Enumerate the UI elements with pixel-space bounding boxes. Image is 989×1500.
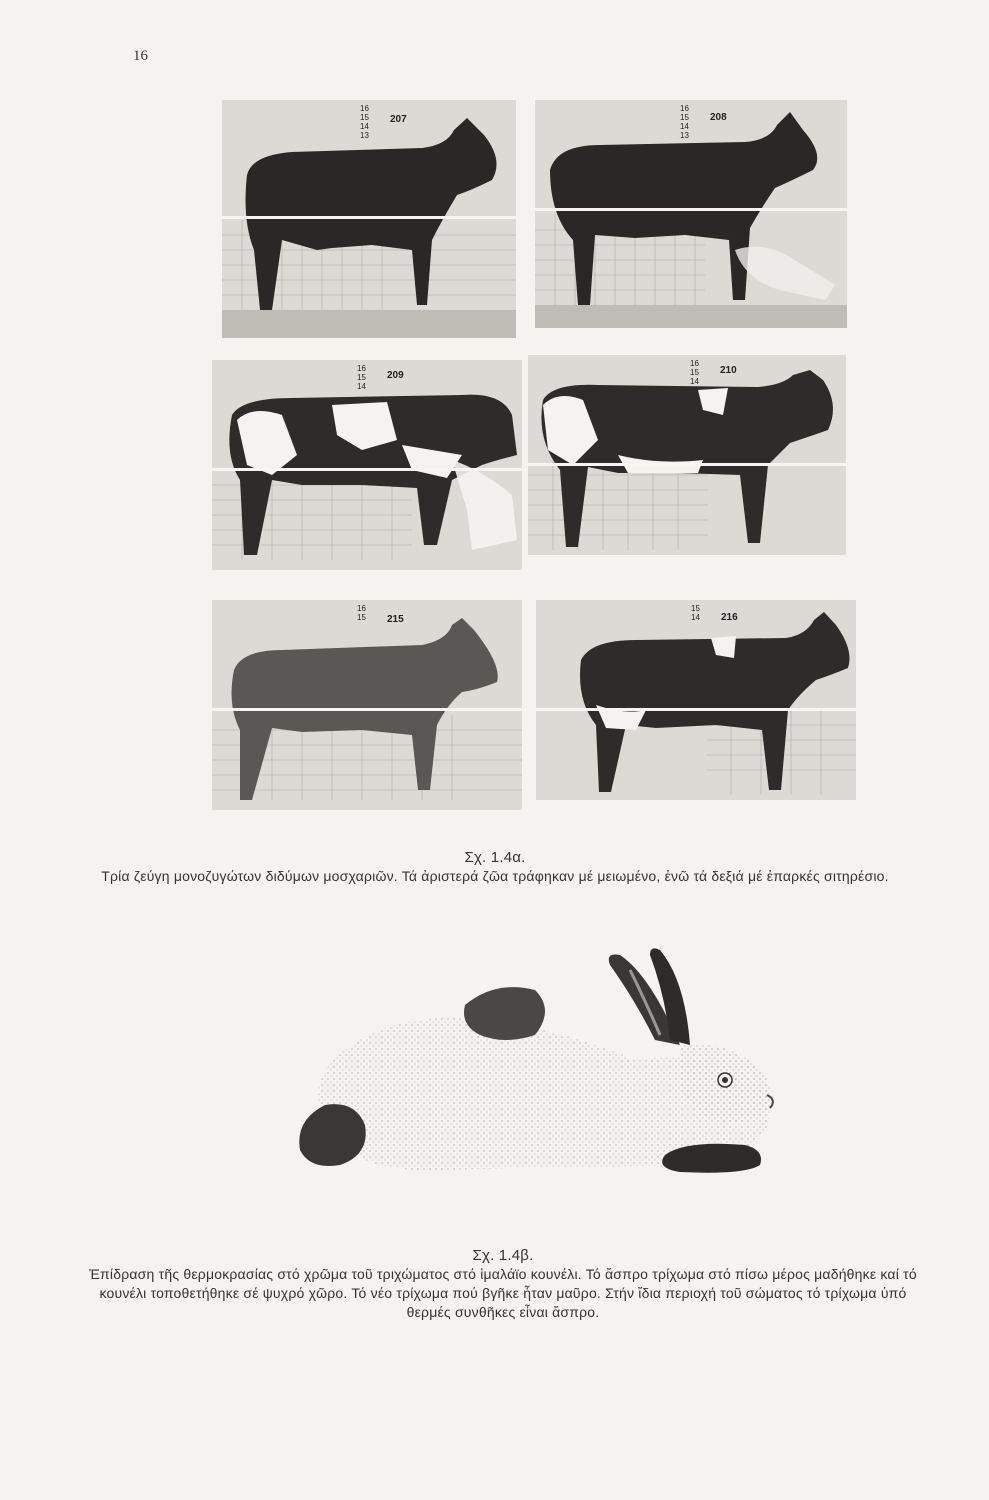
figure-1-4b-caption — [88, 1246, 918, 1322]
height-scale-mark: 16 — [360, 104, 369, 113]
height-scale-mark: 16 — [357, 604, 366, 613]
calf-image — [528, 355, 846, 555]
figure-1-4a-caption — [100, 848, 890, 886]
himalayan-rabbit-illustration — [285, 940, 785, 1190]
height-scale-mark: 16 — [357, 364, 366, 373]
figure-1-4b-text: Ἐπίδραση τῆς θερμοκρασίας στό χρῶμα τοῦ τριχώματος στό ἱμαλάϊο κουνέλι. Τό ἄσπρο τρίχωμα στό πίσω μέρος μαδήθηκε καί τό κουνέλι τοποθετήθηκε σέ ψυχρό χῶρο. Τό νέο τρίχωμα πού βγῆκε ἦταν μαῦρο. Στήν ἴδια περιοχή τοῦ σώματος τό τρίχωμα ὑπό θερμές συνθῆκες εἶναι ἄσπρο. — [89, 1266, 917, 1320]
height-scale-mark: 13 — [360, 131, 369, 140]
calf-photo-216 — [536, 600, 856, 800]
height-scale-mark: 15 — [680, 113, 689, 122]
height-scale-mark: 15 — [357, 613, 366, 622]
height-scale-mark: 15 — [691, 604, 700, 613]
animal-number-tag: 209 — [387, 370, 404, 381]
height-scale-mark: 14 — [690, 377, 699, 386]
figure-1-4a-title: Σχ. 1.4α. — [464, 849, 526, 866]
animal-number-tag: 207 — [390, 114, 407, 125]
page-number: 16 — [133, 48, 148, 64]
animal-number-tag: 216 — [721, 612, 738, 623]
calf-photo-215 — [212, 600, 522, 810]
height-scale-mark: 13 — [680, 131, 689, 140]
calf-image — [535, 100, 847, 328]
height-scale-mark: 14 — [691, 613, 700, 622]
animal-number-tag: 210 — [720, 365, 737, 376]
height-scale-mark: 16 — [690, 359, 699, 368]
figure-1-4a-text: Τρία ζεύγη μονοζυγώτων διδύμων μοσχαριῶν. Τά ἀριστερά ζῶα τράφηκαν μέ μειωμένο, ἐνῶ τά δεξιά μέ ἐπαρκές σιτηρέσιο. — [101, 868, 889, 884]
height-scale-mark: 14 — [680, 122, 689, 131]
height-scale-mark: 15 — [360, 113, 369, 122]
calf-photo-209 — [212, 360, 522, 570]
calf-image — [536, 600, 856, 800]
height-scale-mark: 16 — [680, 104, 689, 113]
height-scale-mark: 15 — [357, 373, 366, 382]
calf-image — [212, 600, 522, 810]
calf-photo-210 — [528, 355, 846, 555]
calf-photo-208 — [535, 100, 847, 328]
calf-photo-207 — [222, 100, 516, 338]
animal-number-tag: 208 — [710, 112, 727, 123]
height-scale-mark: 14 — [357, 382, 366, 391]
calf-image — [222, 100, 516, 338]
calf-image — [212, 360, 522, 570]
height-scale-mark: 14 — [360, 122, 369, 131]
figure-1-4b-title: Σχ. 1.4β. — [472, 1247, 534, 1264]
height-scale-mark: 15 — [690, 368, 699, 377]
animal-number-tag: 215 — [387, 614, 404, 625]
rabbit-image — [285, 940, 785, 1190]
